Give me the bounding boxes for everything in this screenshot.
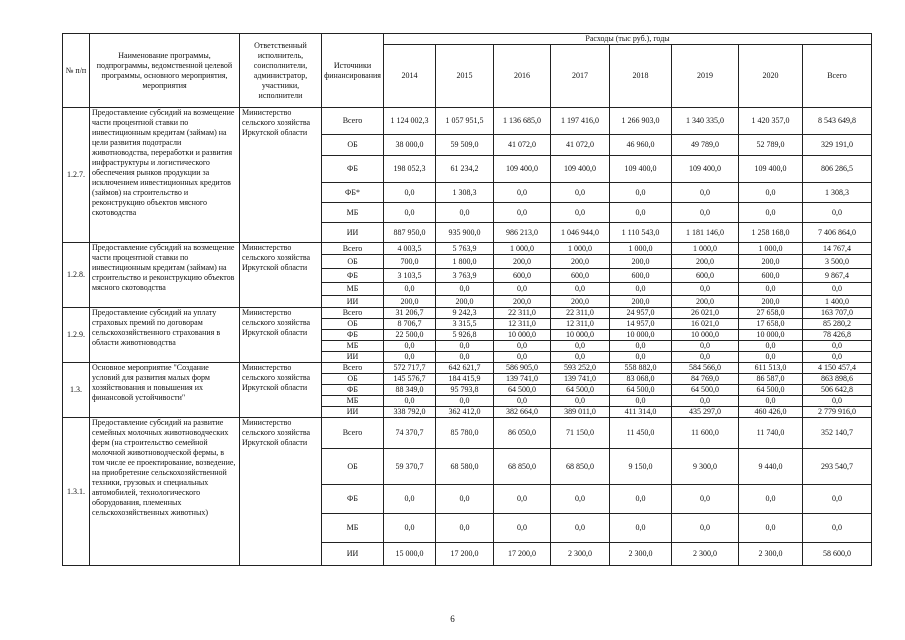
year-value: 46 960,0	[610, 135, 672, 156]
year-value: 200,0	[551, 296, 610, 308]
table-header	[63, 34, 872, 108]
funding-source: ИИ	[322, 543, 384, 566]
year-value: 0,0	[672, 203, 739, 223]
year-value: 64 500,0	[739, 385, 803, 396]
year-value: 22 311,0	[551, 308, 610, 319]
year-value: 1 197 416,0	[551, 108, 610, 135]
year-value: 0,0	[551, 485, 610, 514]
year-value: 0,0	[494, 283, 551, 296]
year-value: 460 426,0	[739, 407, 803, 418]
year-value: 0,0	[436, 514, 494, 543]
year-value: 0,0	[672, 283, 739, 296]
total-value: 7 406 864,0	[803, 223, 872, 243]
year-value: 0,0	[494, 485, 551, 514]
year-value: 0,0	[494, 203, 551, 223]
year-value: 200,0	[739, 255, 803, 269]
year-value: 1 258 168,0	[739, 223, 803, 243]
year-value: 0,0	[494, 352, 551, 363]
year-value: 0,0	[610, 183, 672, 203]
year-value: 52 789,0	[739, 135, 803, 156]
header-year: 2018	[610, 45, 672, 108]
year-value: 0,0	[551, 514, 610, 543]
year-value: 200,0	[610, 255, 672, 269]
total-value: 78 426,8	[803, 330, 872, 341]
header-no: № п/п	[63, 34, 90, 108]
year-value: 0,0	[551, 396, 610, 407]
year-value: 1 420 357,0	[739, 108, 803, 135]
year-value: 9 440,0	[739, 449, 803, 485]
funding-source: ИИ	[322, 352, 384, 363]
header-year: 2020	[739, 45, 803, 108]
year-value: 0,0	[384, 396, 436, 407]
year-value: 26 021,0	[672, 308, 739, 319]
table-row	[63, 363, 872, 374]
year-value: 1 000,0	[739, 243, 803, 255]
year-value: 0,0	[551, 283, 610, 296]
item-name: Предоставление субсидий на уплату страховых премий по договорам сельскохозяйственного страхования в области животноводства	[90, 308, 240, 363]
year-value: 24 957,0	[610, 308, 672, 319]
funding-source: МБ	[322, 283, 384, 296]
header-expenses: Расходы (тыс руб.), годы	[384, 34, 872, 45]
year-value: 0,0	[739, 283, 803, 296]
total-value: 3 500,0	[803, 255, 872, 269]
year-value: 86 587,0	[739, 374, 803, 385]
year-value: 572 717,7	[384, 363, 436, 374]
year-value: 0,0	[672, 396, 739, 407]
total-value: 0,0	[803, 352, 872, 363]
year-value: 0,0	[610, 396, 672, 407]
total-value: 0,0	[803, 514, 872, 543]
total-value: 14 767,4	[803, 243, 872, 255]
year-value: 200,0	[610, 296, 672, 308]
year-value: 83 068,0	[610, 374, 672, 385]
year-value: 0,0	[739, 485, 803, 514]
funding-source: МБ	[322, 396, 384, 407]
year-value: 17 200,0	[436, 543, 494, 566]
year-value: 0,0	[551, 203, 610, 223]
year-value: 1 000,0	[551, 243, 610, 255]
year-value: 0,0	[384, 283, 436, 296]
year-value: 0,0	[494, 514, 551, 543]
year-value: 0,0	[739, 514, 803, 543]
total-value: 863 898,6	[803, 374, 872, 385]
item-responsible: Министерство сельского хозяйства Иркутской области	[240, 418, 322, 566]
total-value: 0,0	[803, 203, 872, 223]
year-value: 10 000,0	[739, 330, 803, 341]
year-value: 9 242,3	[436, 308, 494, 319]
year-value: 86 050,0	[494, 418, 551, 449]
year-value: 0,0	[610, 203, 672, 223]
year-value: 0,0	[739, 203, 803, 223]
year-value: 1 000,0	[494, 243, 551, 255]
year-value: 4 003,5	[384, 243, 436, 255]
year-value: 11 600,0	[672, 418, 739, 449]
year-value: 74 370,7	[384, 418, 436, 449]
funding-source: МБ	[322, 514, 384, 543]
year-value: 389 011,0	[551, 407, 610, 418]
item-responsible: Министерство сельского хозяйства Иркутской области	[240, 243, 322, 308]
year-value: 95 793,8	[436, 385, 494, 396]
page-number: 6	[450, 614, 455, 624]
total-value: 2 779 916,0	[803, 407, 872, 418]
header-year: 2015	[436, 45, 494, 108]
year-value: 0,0	[610, 514, 672, 543]
item-name: Основное мероприятие "Создание условий для развития малых форм хозяйствования и повышения их финансовой устойчивости"	[90, 363, 240, 418]
year-value: 84 769,0	[672, 374, 739, 385]
year-value: 38 000,0	[384, 135, 436, 156]
year-value: 1 181 146,0	[672, 223, 739, 243]
year-value: 200,0	[672, 255, 739, 269]
year-value: 0,0	[436, 396, 494, 407]
year-value: 198 052,3	[384, 156, 436, 183]
year-value: 0,0	[610, 485, 672, 514]
year-value: 49 789,0	[672, 135, 739, 156]
year-value: 611 513,0	[739, 363, 803, 374]
year-value: 0,0	[494, 396, 551, 407]
header-year: 2014	[384, 45, 436, 108]
year-value: 2 300,0	[739, 543, 803, 566]
year-value: 600,0	[551, 269, 610, 283]
year-value: 22 500,0	[384, 330, 436, 341]
year-value: 435 297,0	[672, 407, 739, 418]
year-value: 1 266 903,0	[610, 108, 672, 135]
year-value: 0,0	[551, 341, 610, 352]
total-value: 0,0	[803, 485, 872, 514]
year-value: 1 000,0	[610, 243, 672, 255]
total-value: 85 280,2	[803, 319, 872, 330]
year-value: 139 741,0	[494, 374, 551, 385]
header-year: Всего	[803, 45, 872, 108]
table-body	[63, 108, 872, 566]
year-value: 59 370,7	[384, 449, 436, 485]
year-value: 59 509,0	[436, 135, 494, 156]
year-value: 200,0	[494, 255, 551, 269]
year-value: 0,0	[739, 183, 803, 203]
total-value: 806 286,5	[803, 156, 872, 183]
year-value: 14 957,0	[610, 319, 672, 330]
year-value: 0,0	[384, 183, 436, 203]
year-value: 109 400,0	[739, 156, 803, 183]
total-value: 163 707,0	[803, 308, 872, 319]
year-value: 200,0	[739, 296, 803, 308]
year-value: 0,0	[672, 485, 739, 514]
year-value: 0,0	[610, 352, 672, 363]
year-value: 200,0	[672, 296, 739, 308]
total-value: 4 150 457,4	[803, 363, 872, 374]
funding-source: ОБ	[322, 319, 384, 330]
year-value: 593 252,0	[551, 363, 610, 374]
year-value: 1 124 002,3	[384, 108, 436, 135]
year-value: 41 072,0	[494, 135, 551, 156]
funding-source: Всего	[322, 418, 384, 449]
table-row	[63, 108, 872, 135]
funding-source: ОБ	[322, 255, 384, 269]
funding-source: Всего	[322, 243, 384, 255]
year-value: 600,0	[739, 269, 803, 283]
total-value: 329 191,0	[803, 135, 872, 156]
funding-source: МБ	[322, 341, 384, 352]
item-number: 1.2.8.	[63, 243, 90, 308]
total-value: 352 140,7	[803, 418, 872, 449]
year-value: 64 500,0	[494, 385, 551, 396]
year-value: 0,0	[436, 352, 494, 363]
year-value: 10 000,0	[672, 330, 739, 341]
year-value: 200,0	[384, 296, 436, 308]
year-value: 0,0	[384, 485, 436, 514]
year-value: 5 763,9	[436, 243, 494, 255]
year-value: 0,0	[672, 183, 739, 203]
year-value: 986 213,0	[494, 223, 551, 243]
year-value: 64 500,0	[610, 385, 672, 396]
year-value: 0,0	[672, 514, 739, 543]
year-value: 0,0	[494, 341, 551, 352]
year-value: 2 300,0	[610, 543, 672, 566]
year-value: 2 300,0	[551, 543, 610, 566]
year-value: 600,0	[672, 269, 739, 283]
funding-source: Всего	[322, 308, 384, 319]
year-value: 338 792,0	[384, 407, 436, 418]
funding-source: ОБ	[322, 449, 384, 485]
expenses-table	[62, 33, 872, 566]
funding-source: ИИ	[322, 407, 384, 418]
year-value: 0,0	[384, 514, 436, 543]
year-value: 10 000,0	[610, 330, 672, 341]
year-value: 642 621,7	[436, 363, 494, 374]
header-year: 2016	[494, 45, 551, 108]
year-value: 362 412,0	[436, 407, 494, 418]
year-value: 0,0	[672, 341, 739, 352]
year-value: 200,0	[551, 255, 610, 269]
year-value: 0,0	[494, 183, 551, 203]
year-value: 16 021,0	[672, 319, 739, 330]
funding-source: ФБ*	[322, 183, 384, 203]
funding-source: МБ	[322, 203, 384, 223]
year-value: 382 664,0	[494, 407, 551, 418]
year-value: 139 741,0	[551, 374, 610, 385]
item-number: 1.2.9.	[63, 308, 90, 363]
year-value: 88 349,0	[384, 385, 436, 396]
item-number: 1.2.7.	[63, 108, 90, 243]
year-value: 3 315,5	[436, 319, 494, 330]
year-value: 184 415,9	[436, 374, 494, 385]
funding-source: ОБ	[322, 135, 384, 156]
year-value: 68 850,0	[494, 449, 551, 485]
total-value: 506 642,8	[803, 385, 872, 396]
year-value: 64 500,0	[551, 385, 610, 396]
year-value: 0,0	[436, 485, 494, 514]
funding-source: ФБ	[322, 485, 384, 514]
total-value: 0,0	[803, 341, 872, 352]
year-value: 1 308,3	[436, 183, 494, 203]
year-value: 109 400,0	[610, 156, 672, 183]
year-value: 10 000,0	[551, 330, 610, 341]
item-number: 1.3.1.	[63, 418, 90, 566]
year-value: 68 850,0	[551, 449, 610, 485]
total-value: 1 400,0	[803, 296, 872, 308]
funding-source: ОБ	[322, 374, 384, 385]
year-value: 1 340 335,0	[672, 108, 739, 135]
year-value: 411 314,0	[610, 407, 672, 418]
year-value: 3 763,9	[436, 269, 494, 283]
year-value: 9 300,0	[672, 449, 739, 485]
year-value: 1 000,0	[672, 243, 739, 255]
funding-source: ИИ	[322, 296, 384, 308]
year-value: 584 566,0	[672, 363, 739, 374]
header-year: 2019	[672, 45, 739, 108]
year-value: 600,0	[610, 269, 672, 283]
year-value: 1 057 951,5	[436, 108, 494, 135]
item-responsible: Министерство сельского хозяйства Иркутской области	[240, 308, 322, 363]
header-name: Наименование программы, подпрограммы, ведомственной целевой программы, основного мероприятия, мероприятия	[90, 34, 240, 108]
funding-source: Всего	[322, 108, 384, 135]
year-value: 887 950,0	[384, 223, 436, 243]
year-value: 9 150,0	[610, 449, 672, 485]
year-value: 12 311,0	[551, 319, 610, 330]
year-value: 64 500,0	[672, 385, 739, 396]
year-value: 31 206,7	[384, 308, 436, 319]
year-value: 12 311,0	[494, 319, 551, 330]
funding-source: Всего	[322, 363, 384, 374]
year-value: 200,0	[436, 296, 494, 308]
total-value: 8 543 649,8	[803, 108, 872, 135]
total-value: 58 600,0	[803, 543, 872, 566]
year-value: 0,0	[739, 341, 803, 352]
year-value: 1 110 543,0	[610, 223, 672, 243]
year-value: 5 926,8	[436, 330, 494, 341]
year-value: 85 780,0	[436, 418, 494, 449]
year-value: 700,0	[384, 255, 436, 269]
year-value: 109 400,0	[551, 156, 610, 183]
year-value: 22 311,0	[494, 308, 551, 319]
year-value: 1 046 944,0	[551, 223, 610, 243]
year-value: 10 000,0	[494, 330, 551, 341]
funding-source: ФБ	[322, 156, 384, 183]
year-value: 145 576,7	[384, 374, 436, 385]
table-row	[63, 308, 872, 319]
year-value: 41 072,0	[551, 135, 610, 156]
year-value: 0,0	[436, 203, 494, 223]
year-value: 0,0	[436, 283, 494, 296]
year-value: 17 658,0	[739, 319, 803, 330]
year-value: 0,0	[384, 203, 436, 223]
funding-source: ФБ	[322, 385, 384, 396]
year-value: 0,0	[610, 283, 672, 296]
table-row	[63, 243, 872, 255]
year-value: 0,0	[610, 341, 672, 352]
year-value: 0,0	[739, 352, 803, 363]
year-value: 11 450,0	[610, 418, 672, 449]
table-row	[63, 418, 872, 449]
header-source: Источники финансирования	[322, 34, 384, 108]
year-value: 8 706,7	[384, 319, 436, 330]
total-value: 0,0	[803, 396, 872, 407]
year-value: 600,0	[494, 269, 551, 283]
item-responsible: Министерство сельского хозяйства Иркутской области	[240, 363, 322, 418]
year-value: 0,0	[384, 341, 436, 352]
item-responsible: Министерство сельского хозяйства Иркутской области	[240, 108, 322, 243]
item-name: Предоставление субсидий на возмещение части процентной ставки по инвестиционным кредитам (займам) на цели развития подотрасли животноводства, переработки и развития инфраструктуры и логистического обеспечения рынков продукции за исключением инвестиционных кредитов (займов) на строительство и реконструкцию объектов мясного скотоводства	[90, 108, 240, 243]
year-value: 109 400,0	[494, 156, 551, 183]
total-value: 293 540,7	[803, 449, 872, 485]
year-value: 0,0	[551, 183, 610, 203]
year-value: 0,0	[739, 396, 803, 407]
year-value: 61 234,2	[436, 156, 494, 183]
item-name: Предоставление субсидий на развитие семейных молочных животноводческих ферм (на строительство семейной молочной животноводческой фермы, в том числе ее проектирование, возведение, на приобретение сельскохозяйственной техники, грузовых и специальных автомобилей, технологического оборудования, племенных сельскохозяйственных животных)	[90, 418, 240, 566]
total-value: 1 308,3	[803, 183, 872, 203]
year-value: 15 000,0	[384, 543, 436, 566]
year-value: 0,0	[436, 341, 494, 352]
header-year: 2017	[551, 45, 610, 108]
item-number: 1.3.	[63, 363, 90, 418]
year-value: 200,0	[494, 296, 551, 308]
year-value: 109 400,0	[672, 156, 739, 183]
year-value: 1 800,0	[436, 255, 494, 269]
year-value: 2 300,0	[672, 543, 739, 566]
total-value: 9 867,4	[803, 269, 872, 283]
header-responsible: Ответственный исполнитель, соисполнители, администратор, участники, исполнители	[240, 34, 322, 108]
year-value: 71 150,0	[551, 418, 610, 449]
year-value: 0,0	[551, 352, 610, 363]
year-value: 68 580,0	[436, 449, 494, 485]
year-value: 27 658,0	[739, 308, 803, 319]
year-value: 0,0	[672, 352, 739, 363]
funding-source: ФБ	[322, 330, 384, 341]
funding-source: ИИ	[322, 223, 384, 243]
year-value: 935 900,0	[436, 223, 494, 243]
year-value: 586 905,0	[494, 363, 551, 374]
year-value: 1 136 685,0	[494, 108, 551, 135]
total-value: 0,0	[803, 283, 872, 296]
year-value: 0,0	[384, 352, 436, 363]
year-value: 3 103,5	[384, 269, 436, 283]
year-value: 11 740,0	[739, 418, 803, 449]
funding-source: ФБ	[322, 269, 384, 283]
item-name: Предоставление субсидий на возмещение части процентной ставки по инвестиционным кредитам (займам) на строительство и реконструкцию объектов мясного скотоводства	[90, 243, 240, 308]
year-value: 17 200,0	[494, 543, 551, 566]
year-value: 558 882,0	[610, 363, 672, 374]
